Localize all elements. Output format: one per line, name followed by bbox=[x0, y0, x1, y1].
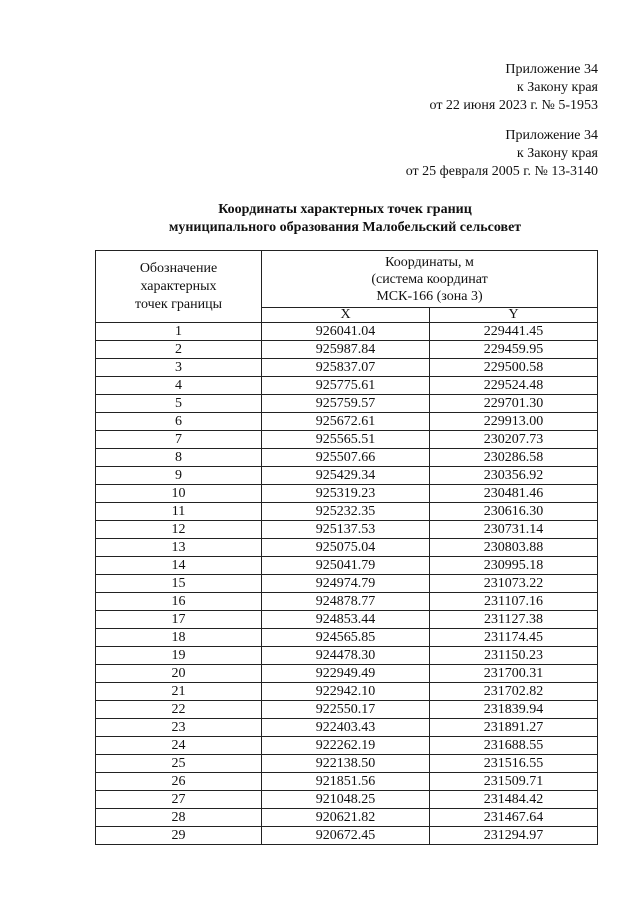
point-number-cell: 2 bbox=[96, 341, 262, 359]
annex-law-date: от 22 июня 2023 г. № 5-1953 bbox=[429, 98, 598, 113]
table-row bbox=[96, 521, 598, 539]
table-row bbox=[96, 593, 598, 611]
table-row bbox=[96, 773, 598, 791]
table-row bbox=[96, 377, 598, 395]
y-coordinate-cell: 230481.46 bbox=[430, 485, 598, 503]
table-row bbox=[96, 539, 598, 557]
y-coordinate-cell: 231484.42 bbox=[430, 791, 598, 809]
y-coordinate-cell: 230731.14 bbox=[430, 521, 598, 539]
table-row bbox=[96, 449, 598, 467]
table-row bbox=[96, 647, 598, 665]
coordinates-table-body bbox=[96, 323, 598, 845]
table-row bbox=[96, 719, 598, 737]
y-coordinate-cell: 231702.82 bbox=[430, 683, 598, 701]
x-coordinate-cell: 925137.53 bbox=[262, 521, 430, 539]
annex-note-current bbox=[430, 61, 599, 115]
y-coordinate-cell: 231174.45 bbox=[430, 629, 598, 647]
y-coordinate-cell: 229524.48 bbox=[430, 377, 598, 395]
point-number-cell: 3 bbox=[96, 359, 262, 377]
point-number-cell: 10 bbox=[96, 485, 262, 503]
coordinates-table bbox=[95, 250, 598, 845]
x-coordinate-cell: 922262.19 bbox=[262, 737, 430, 755]
point-number-cell: 19 bbox=[96, 647, 262, 665]
point-number-cell: 24 bbox=[96, 737, 262, 755]
y-coordinate-cell: 229500.58 bbox=[430, 359, 598, 377]
table-row bbox=[96, 791, 598, 809]
table-row bbox=[96, 413, 598, 431]
y-coordinate-cell: 231150.23 bbox=[430, 647, 598, 665]
y-coordinate-cell: 231127.38 bbox=[430, 611, 598, 629]
table-row bbox=[96, 665, 598, 683]
y-coordinate-cell: 230286.58 bbox=[430, 449, 598, 467]
x-coordinate-cell: 925987.84 bbox=[262, 341, 430, 359]
point-number-cell: 9 bbox=[96, 467, 262, 485]
table-row bbox=[96, 575, 598, 593]
table-row bbox=[96, 809, 598, 827]
table-row bbox=[96, 827, 598, 845]
annex-number: Приложение 34 bbox=[505, 62, 598, 77]
x-coordinate-cell: 925319.23 bbox=[262, 485, 430, 503]
y-coordinate-cell: 229441.45 bbox=[430, 323, 598, 341]
y-coordinate-cell: 231700.31 bbox=[430, 665, 598, 683]
x-coordinate-cell: 920621.82 bbox=[262, 809, 430, 827]
document-title bbox=[0, 201, 640, 237]
x-coordinate-cell: 920672.45 bbox=[262, 827, 430, 845]
header-coordinates-line: Координаты, м bbox=[385, 255, 474, 270]
header-coordinates-line: (система координат bbox=[371, 272, 488, 287]
table-row bbox=[96, 341, 598, 359]
point-number-cell: 16 bbox=[96, 593, 262, 611]
annex-note-original bbox=[406, 127, 598, 181]
annex-law-date: от 25 февраля 2005 г. № 13-3140 bbox=[405, 164, 598, 179]
x-coordinate-cell: 922138.50 bbox=[262, 755, 430, 773]
header-x: X bbox=[262, 308, 430, 323]
point-number-cell: 14 bbox=[96, 557, 262, 575]
point-number-cell: 23 bbox=[96, 719, 262, 737]
table-row bbox=[96, 701, 598, 719]
table-row bbox=[96, 395, 598, 413]
header-coordinates-line: МСК-166 (зона 3) bbox=[376, 289, 483, 304]
x-coordinate-cell: 922942.10 bbox=[262, 683, 430, 701]
document-title-line-1: Координаты характерных точек границ bbox=[218, 202, 472, 217]
x-coordinate-cell: 926041.04 bbox=[262, 323, 430, 341]
x-coordinate-cell: 925672.61 bbox=[262, 413, 430, 431]
y-coordinate-cell: 231107.16 bbox=[430, 593, 598, 611]
document-title-line-2: муниципального образования Малобельский сельсовет bbox=[168, 220, 522, 235]
point-number-cell: 11 bbox=[96, 503, 262, 521]
y-coordinate-cell: 229459.95 bbox=[430, 341, 598, 359]
point-number-cell: 8 bbox=[96, 449, 262, 467]
annex-law-ref: к Закону края bbox=[516, 146, 598, 161]
y-coordinate-cell: 230616.30 bbox=[430, 503, 598, 521]
x-coordinate-cell: 924878.77 bbox=[262, 593, 430, 611]
x-coordinate-cell: 925429.34 bbox=[262, 467, 430, 485]
y-coordinate-cell: 231516.55 bbox=[430, 755, 598, 773]
point-number-cell: 18 bbox=[96, 629, 262, 647]
table-row bbox=[96, 485, 598, 503]
point-number-cell: 21 bbox=[96, 683, 262, 701]
header-point-label bbox=[96, 251, 262, 323]
y-coordinate-cell: 231891.27 bbox=[430, 719, 598, 737]
y-coordinate-cell: 231294.97 bbox=[430, 827, 598, 845]
y-coordinate-cell: 231839.94 bbox=[430, 701, 598, 719]
table-row bbox=[96, 557, 598, 575]
y-coordinate-cell: 230803.88 bbox=[430, 539, 598, 557]
table-row bbox=[96, 431, 598, 449]
y-coordinate-cell: 231688.55 bbox=[430, 737, 598, 755]
point-number-cell: 25 bbox=[96, 755, 262, 773]
x-coordinate-cell: 925759.57 bbox=[262, 395, 430, 413]
y-coordinate-cell: 231467.64 bbox=[430, 809, 598, 827]
x-coordinate-cell: 925775.61 bbox=[262, 377, 430, 395]
y-coordinate-cell: 230207.73 bbox=[430, 431, 598, 449]
x-coordinate-cell: 924478.30 bbox=[262, 647, 430, 665]
point-number-cell: 29 bbox=[96, 827, 262, 845]
table-row bbox=[96, 737, 598, 755]
table-row bbox=[96, 683, 598, 701]
point-number-cell: 7 bbox=[96, 431, 262, 449]
point-number-cell: 6 bbox=[96, 413, 262, 431]
point-number-cell: 26 bbox=[96, 773, 262, 791]
point-number-cell: 27 bbox=[96, 791, 262, 809]
header-coordinates bbox=[262, 251, 598, 308]
point-number-cell: 5 bbox=[96, 395, 262, 413]
y-coordinate-cell: 229701.30 bbox=[430, 395, 598, 413]
point-number-cell: 28 bbox=[96, 809, 262, 827]
table-row bbox=[96, 467, 598, 485]
point-number-cell: 22 bbox=[96, 701, 262, 719]
y-coordinate-cell: 231073.22 bbox=[430, 575, 598, 593]
table-row bbox=[96, 323, 598, 341]
header-point-label-line: характерных bbox=[140, 278, 217, 294]
header-point-label-line: точек границы bbox=[135, 296, 222, 312]
header-y: Y bbox=[430, 308, 598, 323]
x-coordinate-cell: 925232.35 bbox=[262, 503, 430, 521]
table-row bbox=[96, 611, 598, 629]
x-coordinate-cell: 922403.43 bbox=[262, 719, 430, 737]
annex-law-ref: к Закону края bbox=[516, 80, 598, 95]
point-number-cell: 4 bbox=[96, 377, 262, 395]
x-coordinate-cell: 925075.04 bbox=[262, 539, 430, 557]
header-point-label-line: Обозначение bbox=[139, 260, 218, 276]
x-coordinate-cell: 925041.79 bbox=[262, 557, 430, 575]
point-number-cell: 15 bbox=[96, 575, 262, 593]
table-row bbox=[96, 503, 598, 521]
x-coordinate-cell: 924974.79 bbox=[262, 575, 430, 593]
y-coordinate-cell: 230995.18 bbox=[430, 557, 598, 575]
x-coordinate-cell: 925565.51 bbox=[262, 431, 430, 449]
point-number-cell: 1 bbox=[96, 323, 262, 341]
x-coordinate-cell: 921048.25 bbox=[262, 791, 430, 809]
y-coordinate-cell: 231509.71 bbox=[430, 773, 598, 791]
x-coordinate-cell: 924853.44 bbox=[262, 611, 430, 629]
table-row bbox=[96, 755, 598, 773]
x-coordinate-cell: 922550.17 bbox=[262, 701, 430, 719]
x-coordinate-cell: 921851.56 bbox=[262, 773, 430, 791]
point-number-cell: 12 bbox=[96, 521, 262, 539]
y-coordinate-cell: 230356.92 bbox=[430, 467, 598, 485]
point-number-cell: 20 bbox=[96, 665, 262, 683]
x-coordinate-cell: 922949.49 bbox=[262, 665, 430, 683]
y-coordinate-cell: 229913.00 bbox=[430, 413, 598, 431]
x-coordinate-cell: 924565.85 bbox=[262, 629, 430, 647]
table-row bbox=[96, 359, 598, 377]
annex-number: Приложение 34 bbox=[505, 128, 598, 143]
table-row bbox=[96, 629, 598, 647]
x-coordinate-cell: 925507.66 bbox=[262, 449, 430, 467]
point-number-cell: 13 bbox=[96, 539, 262, 557]
point-number-cell: 17 bbox=[96, 611, 262, 629]
x-coordinate-cell: 925837.07 bbox=[262, 359, 430, 377]
